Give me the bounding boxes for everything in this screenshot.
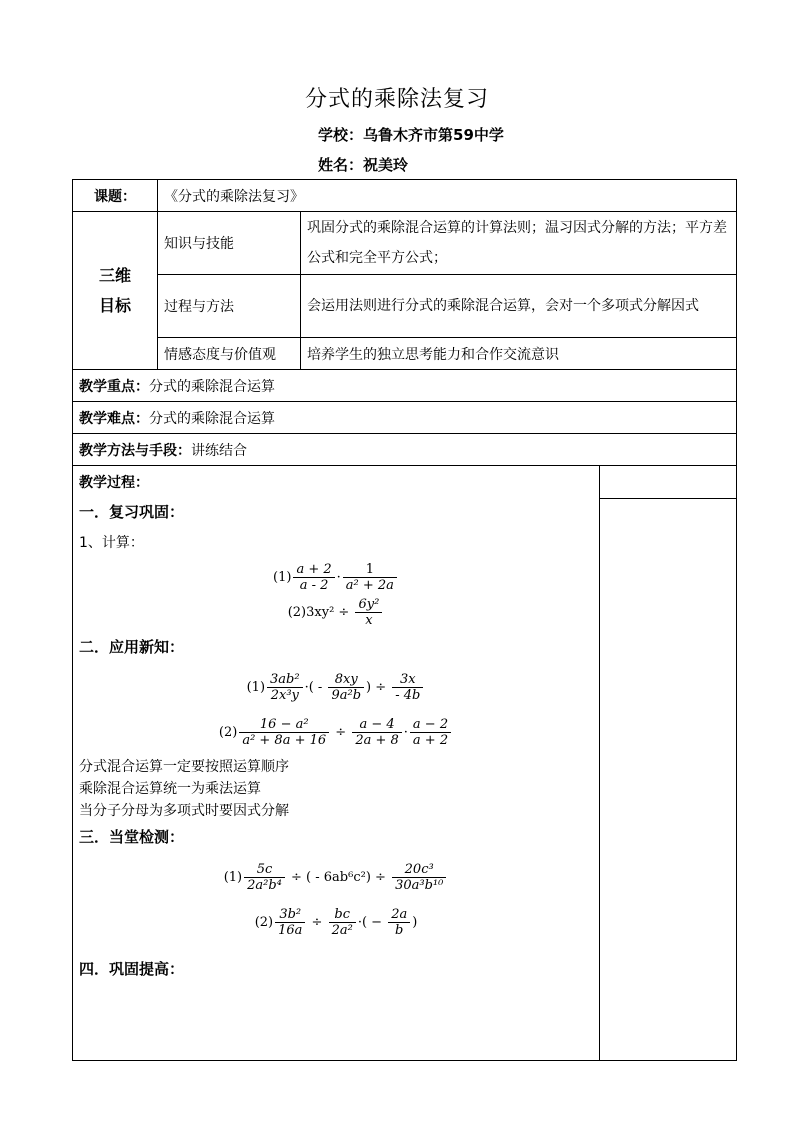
goal-label: 过程与方法 bbox=[158, 275, 301, 338]
notes bbox=[79, 756, 593, 822]
formula-2: (2)3xy² ÷ $\frac{\text{6y²}}{x}$ bbox=[79, 597, 593, 628]
note: 分式混合运算一定要按照运算顺序 bbox=[79, 759, 289, 775]
key-point: 教学重点：分式的乘除混合运算 bbox=[73, 370, 737, 402]
topic-row bbox=[73, 180, 737, 212]
formula-4: (2) $\frac{\text{16 − a²}}{\text{a² + 8a + 16}}$ ÷ $\frac{a - 4}{2a + 8}$ · $\frac{a - 2}{a + 2}$ bbox=[79, 717, 593, 748]
goal-label: 情感态度与价值观 bbox=[158, 338, 301, 370]
key-point-row bbox=[73, 370, 737, 402]
process-row bbox=[73, 466, 737, 1061]
section-review-heading: 一．复习巩固： bbox=[79, 503, 185, 521]
formula-3: (1) $\frac{\text{3ab²}}{\text{2x³y}}$ ·( - $\frac{8xy}{\text{9a²b}}$ ) ÷ $\frac{3x}{- 4b}$ bbox=[79, 672, 593, 703]
difficulty-row bbox=[73, 402, 737, 434]
formula-1: (1) $\frac{a + 2}{a - 2}$ · $\frac{1}{\text{a² + 2a}}$ bbox=[79, 562, 593, 593]
topic-label: 课题： bbox=[73, 180, 158, 212]
goal-text: 巩固分式的乘除混合运算的计算法则；温习因式分解的方法；平方差公式和完全平方公式； bbox=[301, 212, 737, 275]
formula-5: (1) $\frac{5c}{\text{2a²b⁴}}$ ÷ ( - 6ab⁶c²) ÷ $\frac{\text{20c³}}{\text{30a³b¹⁰}}$ bbox=[79, 862, 593, 893]
notes-column bbox=[600, 466, 737, 1061]
method-row bbox=[73, 434, 737, 466]
section-consolidate-heading: 四．巩固提高： bbox=[79, 960, 185, 978]
task-label: 1、计算： bbox=[79, 535, 144, 551]
three-dim-goals-label: 三维 目标 bbox=[73, 212, 158, 370]
process-heading: 教学过程： bbox=[79, 475, 149, 491]
section-apply-heading: 二．应用新知： bbox=[79, 638, 185, 656]
page-title: 分式的乘除法复习 bbox=[304, 87, 489, 112]
note: 乘除混合运算统一为乘法运算 bbox=[79, 781, 261, 797]
school-line: 学校：乌鲁木齐市第59中学 bbox=[318, 126, 504, 144]
goal-row-attitude bbox=[73, 338, 737, 370]
difficulty: 教学难点：分式的乘除混合运算 bbox=[73, 402, 737, 434]
goal-row-process bbox=[73, 275, 737, 338]
goal-text: 培养学生的独立思考能力和合作交流意识 bbox=[301, 338, 737, 370]
author-line: 姓名：祝美玲 bbox=[318, 156, 409, 174]
goal-text: 会运用法则进行分式的乘除混合运算，会对一个多项式分解因式 bbox=[301, 275, 737, 338]
topic-value: 《分式的乘除法复习》 bbox=[158, 180, 737, 212]
lesson-plan-table bbox=[72, 179, 737, 1061]
process-cell bbox=[73, 466, 600, 1061]
notes-column-header bbox=[600, 466, 736, 499]
goal-row-knowledge bbox=[73, 212, 737, 275]
goal-label: 知识与技能 bbox=[158, 212, 301, 275]
formula-6: (2) $\frac{\text{3b²}}{16a}$ ÷ $\frac{bc}{\text{2a²}}$ ·( − $\frac{2a}{b}$ ) bbox=[254, 907, 418, 938]
method: 教学方法与手段：讲练结合 bbox=[73, 434, 737, 466]
section-test-heading: 三．当堂检测： bbox=[79, 828, 185, 846]
note: 当分子分母为多项式时要因式分解 bbox=[79, 803, 289, 819]
